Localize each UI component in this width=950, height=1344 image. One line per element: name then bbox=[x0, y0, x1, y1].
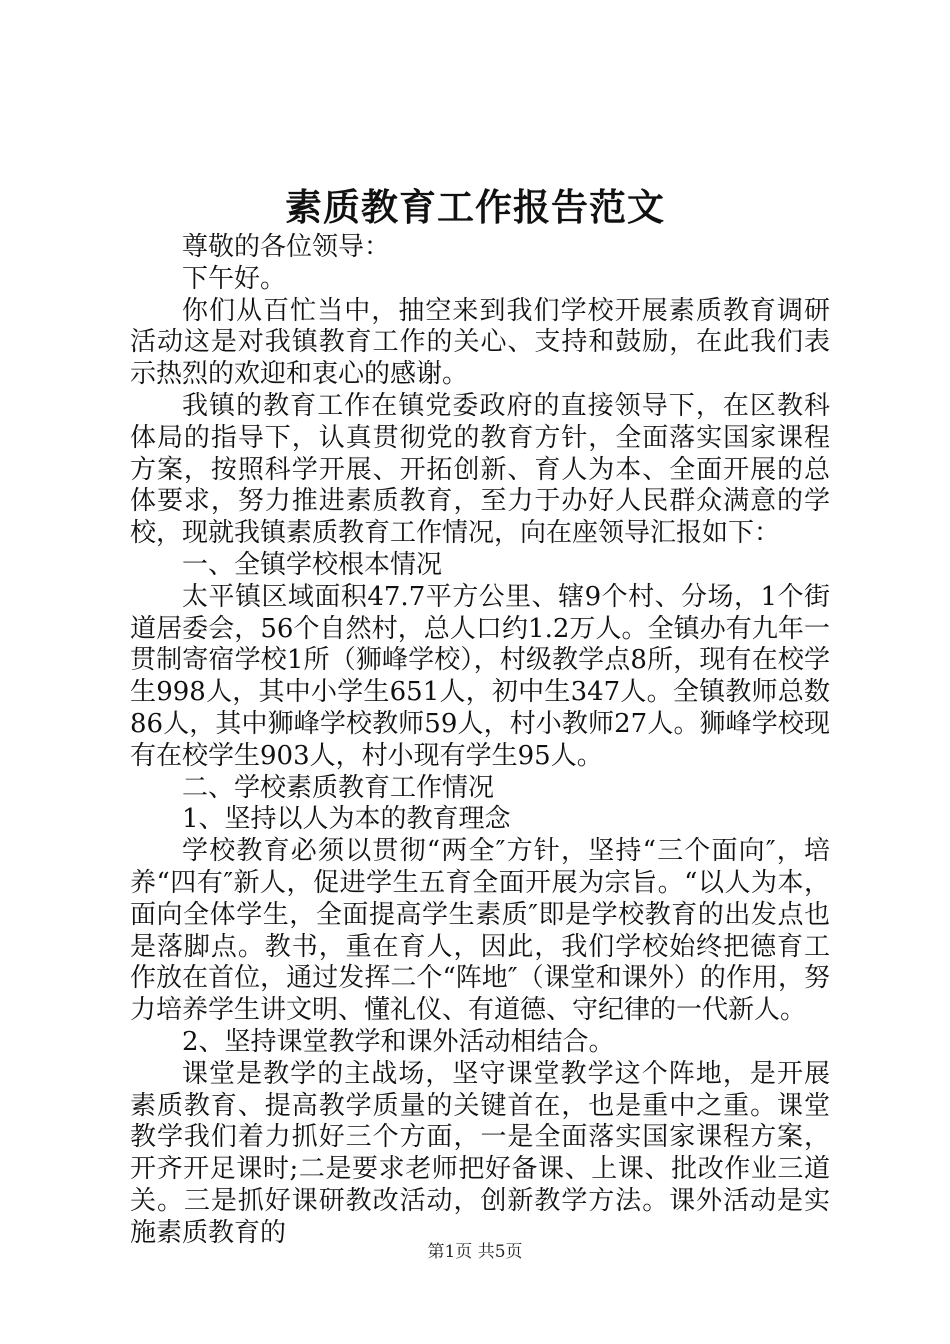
paragraph-intro: 我镇的教育工作在镇党委政府的直接领导下，在区教科体局的指导下，认真贯彻党的教育方针，全面落实国家课程方案，按照科学开展、开拓创新、育人为本、全面开展的总体要求，努力推进素质教育，至力于办好人民群众满意的学校，现就我镇素质教育工作情况，向在座领导汇报如下： bbox=[130, 390, 830, 549]
page-footer: 第1页 共5页 bbox=[427, 1242, 523, 1262]
paragraph-basic-info: 太平镇区域面积47.7平方公里、辖9个村、分场，1个街道居委会，56个自然村，总人口约1.2万人。全镇办有九年一贯制寄宿学校1所（狮峰学校），村级教学点8所，现有在校学生998人，其中小学生651人，初中生347人。全镇教师总数86人，其中狮峰学校教师59人，村小教师27人。狮峰学校现有在校学生903人，村小现有学生95人。 bbox=[130, 581, 830, 771]
paragraph-welcome: 你们从百忙当中，抽空来到我们学校开展素质教育调研活动这是对我镇教育工作的关心、支持和鼓励，在此我们表示热烈的欢迎和衷心的感谢。 bbox=[130, 295, 830, 390]
section-heading-1: 一、全镇学校根本情况 bbox=[182, 549, 443, 580]
section-heading-2: 二、学校素质教育工作情况 bbox=[182, 772, 495, 803]
paragraph-classroom: 课堂是教学的主战场，坚守课堂教学这个阵地，是开展素质教育、提高教学质量的关键首在，也是重中之重。课堂教学我们着力抓好三个方面，一是全面落实国家课程方案，开齐开足课时;二是要求老师把好备课、上课、批改作业三道关。三是抓好课研教改活动，创新教学方法。课外活动是实施素质教育的 bbox=[130, 1058, 830, 1248]
subsection-heading-1: 1、坚持以人为本的教育理念 bbox=[182, 804, 511, 835]
paragraph-salutation: 尊敬的各位领导： bbox=[182, 232, 391, 262]
subsection-heading-2: 2、坚持课堂教学和课外活动相结合。 bbox=[182, 1026, 615, 1057]
paragraph-greeting: 下午好。 bbox=[182, 263, 287, 294]
document-body bbox=[130, 232, 830, 1250]
paragraph-philosophy: 学校教育必须以贯彻“两全″方针，坚持“三个面向″，培养“四有″新人，促进学生五育全面开展为宗旨。“以人为本，面向全体学生，全面提高学生素质″即是学校教育的出发点也是落脚点。教书，重在育人，因此，我们学校始终把德育工作放在首位，通过发挥二个“阵地″（课堂和课外）的作用，努力培养学生讲文明、懂礼仪、有道德、守纪律的一代新人。 bbox=[130, 836, 830, 1026]
document-title: 素质教育工作报告范文 bbox=[285, 185, 665, 229]
